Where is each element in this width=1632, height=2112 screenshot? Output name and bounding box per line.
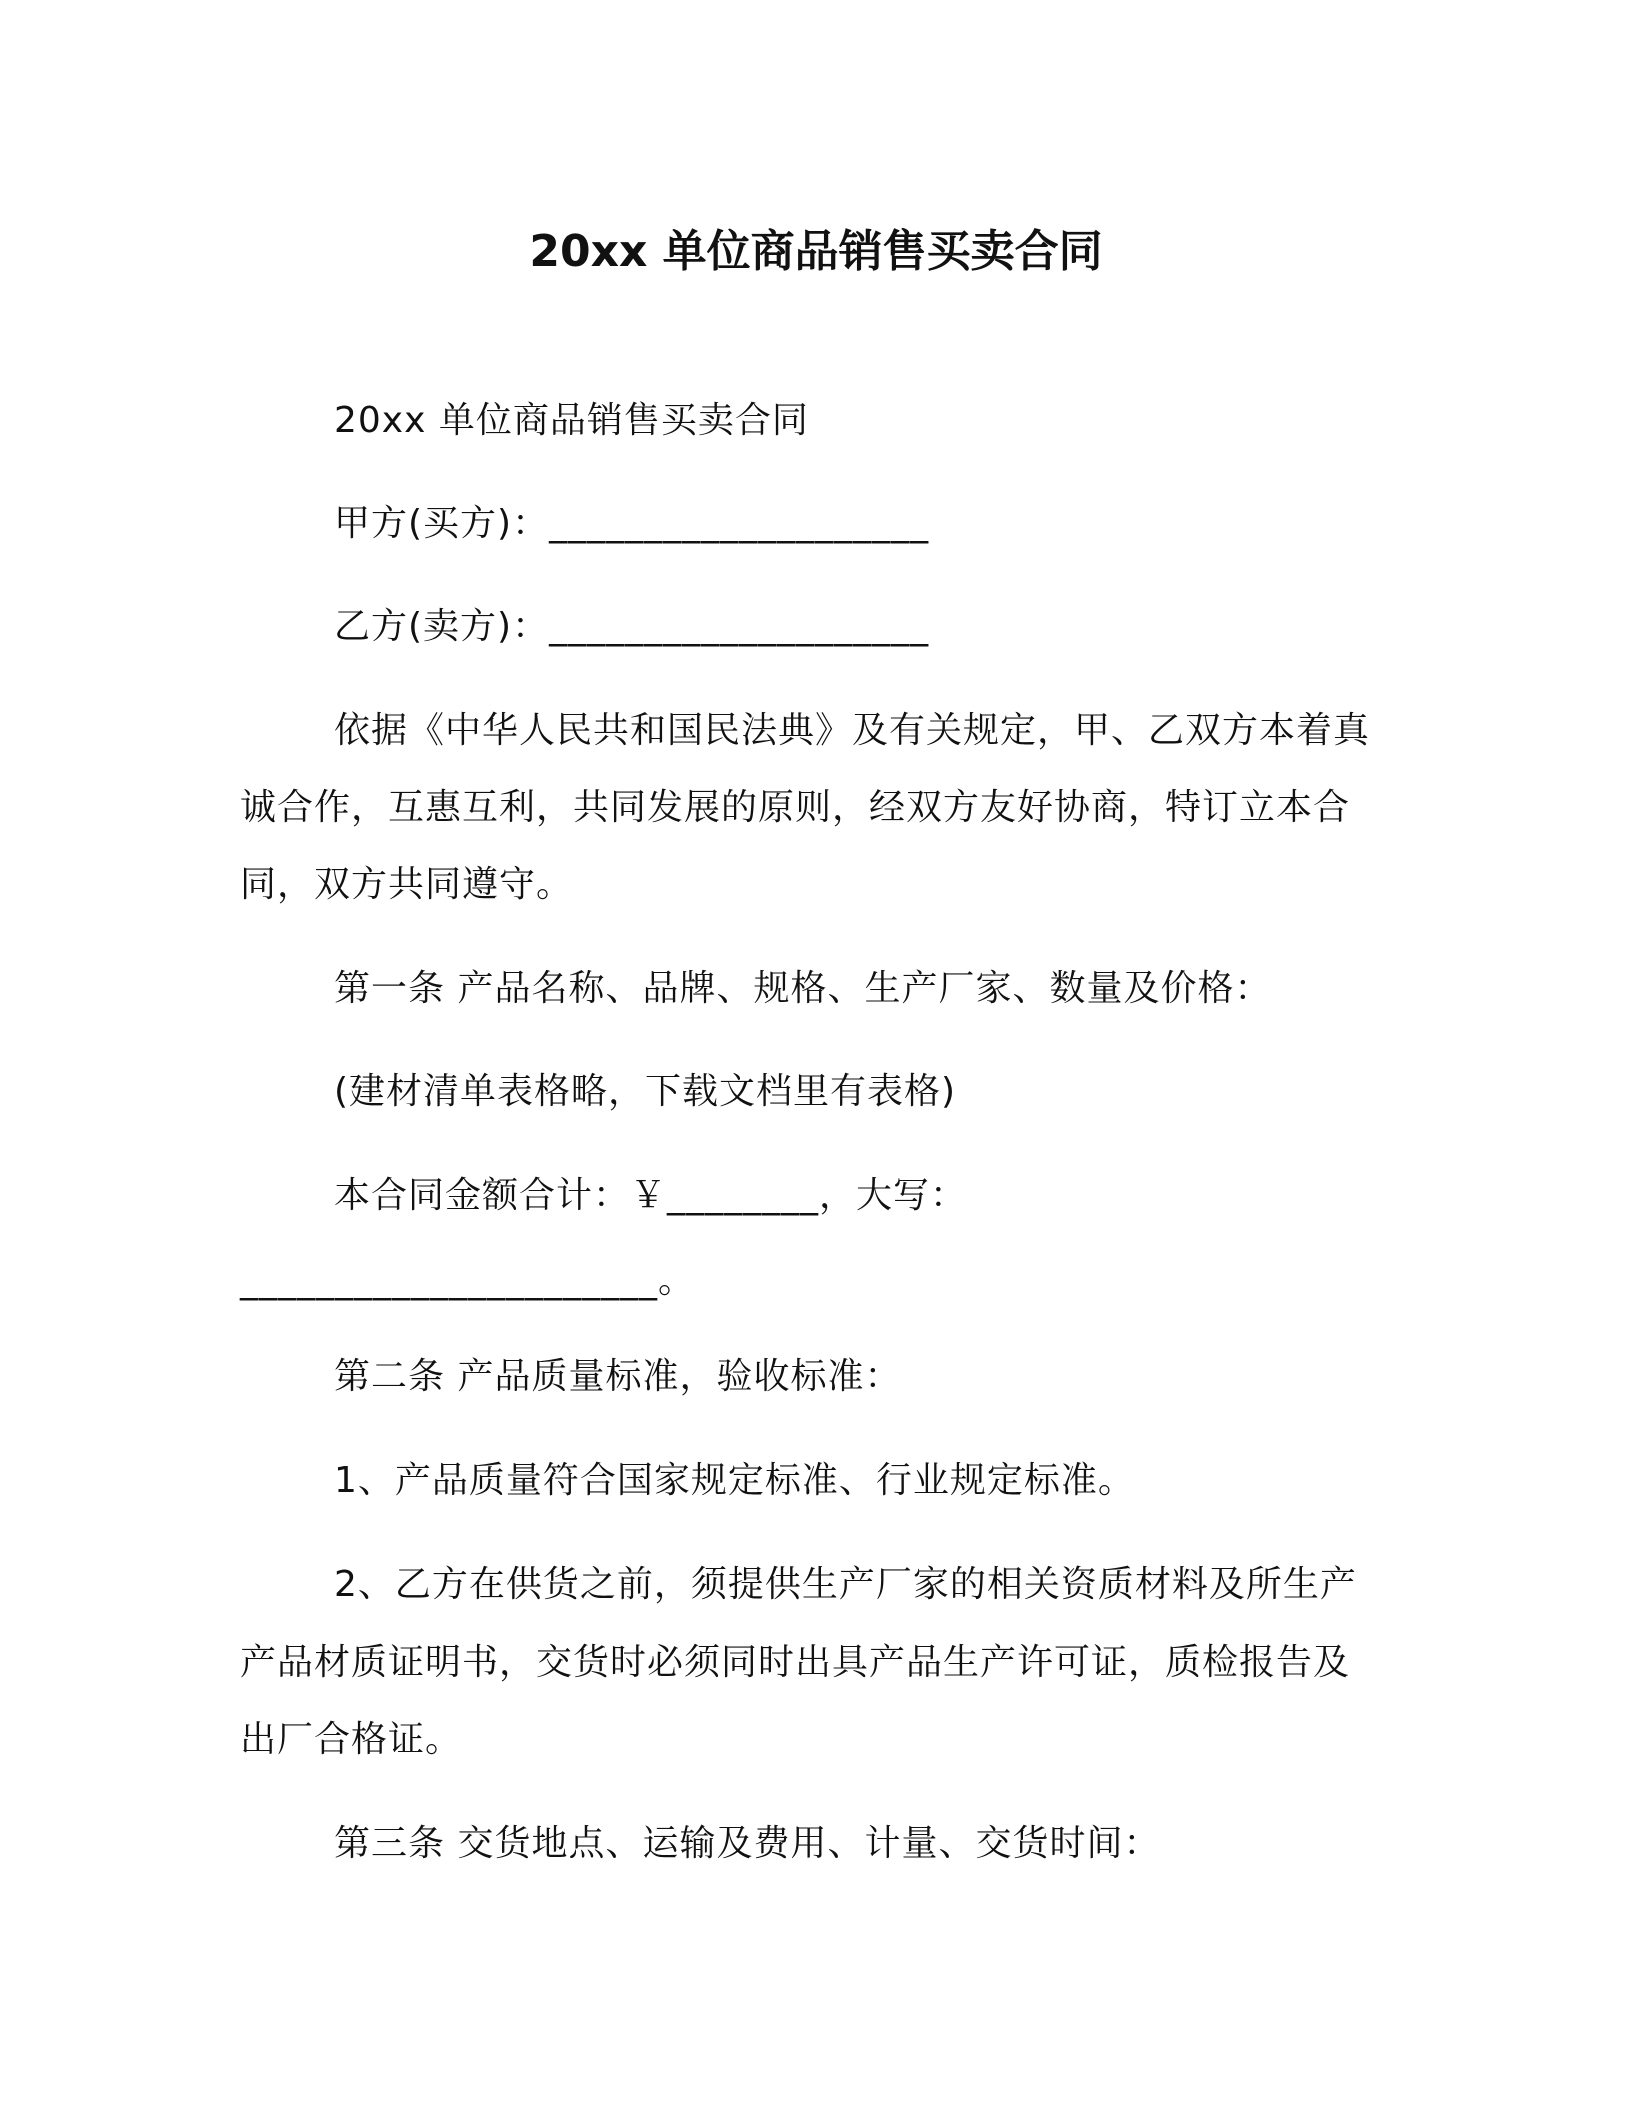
article-2-item-2-line: 产品材质证明书，交货时必须同时出具产品生产许可证，质检报告及 xyxy=(240,1642,1351,1683)
amount-line-continued: ______________________。 xyxy=(240,1260,695,1301)
preamble-line: 诚合作，互惠互利，共同发展的原则，经双方友好协商，特订立本合 xyxy=(240,787,1351,828)
amount-line: 本合同金额合计：￥________，大写： xyxy=(334,1175,968,1216)
article-1-heading: 第一条 产品名称、品牌、规格、生产厂家、数量及价格： xyxy=(334,968,1272,1009)
preamble-line: 依据《中华人民共和国民法典》及有关规定，甲、乙双方本着真 xyxy=(334,710,1371,751)
party-b-line: 乙方(卖方)：____________________ xyxy=(334,606,930,647)
article-2-item-2-line: 出厂合格证。 xyxy=(240,1719,463,1760)
article-1-note: (建材清单表格略，下载文档里有表格) xyxy=(334,1071,957,1112)
preamble-line: 同，双方共同遵守。 xyxy=(240,864,574,905)
party-a-line: 甲方(买方)：____________________ xyxy=(334,503,930,544)
document-title: 20xx 单位商品销售买卖合同 xyxy=(529,226,1103,277)
document-subtitle: 20xx 单位商品销售买卖合同 xyxy=(334,400,809,441)
article-2-item-1: 1、产品质量符合国家规定标准、行业规定标准。 xyxy=(334,1460,1135,1501)
article-2-heading: 第二条 产品质量标准，验收标准： xyxy=(334,1356,902,1397)
article-2-item-2-line: 2、乙方在供货之前，须提供生产厂家的相关资质材料及所生产 xyxy=(334,1564,1357,1605)
article-3-heading: 第三条 交货地点、运输及费用、计量、交货时间： xyxy=(334,1823,1161,1864)
